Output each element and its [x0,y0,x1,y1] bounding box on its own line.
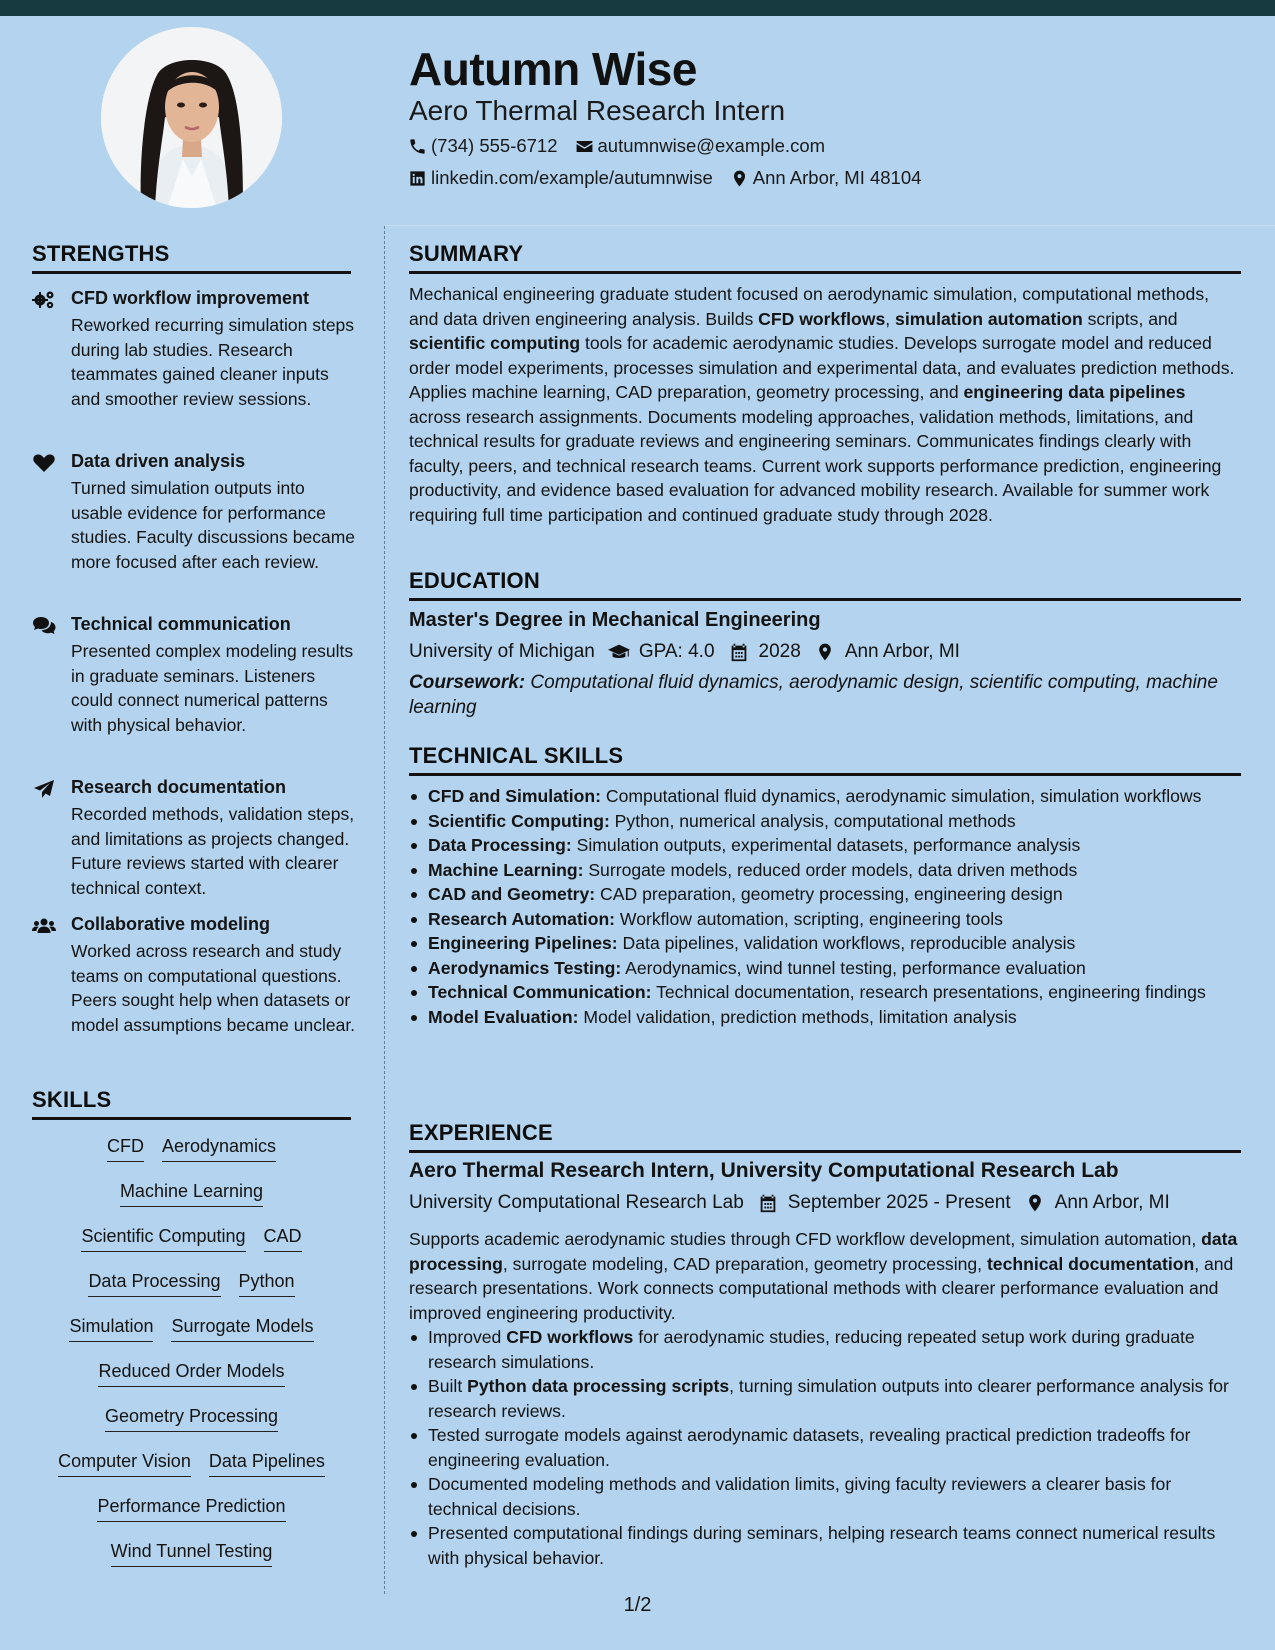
bold-text: Engineering Pipelines: [428,933,618,953]
strength-title: CFD workflow improvement [71,288,310,308]
skill-pill: Machine Learning [120,1181,263,1207]
experience-intro [409,1227,1241,1325]
skill-pill: Wind Tunnel Testing [111,1541,273,1567]
list-item [409,784,1241,809]
education-location-text: Ann Arbor, MI [844,641,960,662]
list-item [409,1472,1241,1521]
profile-photo-image [101,27,282,208]
skill-pill: Data Processing [88,1271,220,1297]
phone-icon [408,137,427,156]
list-item [409,809,1241,834]
skill-row [32,1271,351,1297]
list-item [409,882,1241,907]
heart-icon [32,453,56,473]
column-divider [384,226,385,1594]
text-segment: Workflow automation, scripting, engineering tools [615,908,1003,929]
skill-pill: Reduced Order Models [98,1361,284,1387]
skill-row [32,1406,351,1432]
summary-heading: SUMMARY [409,241,1241,274]
list-item [409,980,1241,1005]
bold-text: data processing [409,1229,1238,1274]
email-text: autumnwise@example.com [597,135,826,156]
gpa-text: GPA: 4.0 [638,641,715,662]
education-meta [409,641,973,663]
text-segment: CAD preparation, geometry processing, engineering design [595,884,1063,904]
email-contact[interactable] [575,135,826,157]
bold-text: Model Evaluation: [428,1006,579,1027]
linkedin-text: linkedin.com/example/autumnwise [431,167,713,188]
text-segment: Technical documentation, research presentations, engineering findings [651,982,1206,1002]
text-segment: Improved [428,1327,507,1347]
bold-text: Research Automation: [428,908,616,929]
bold-text: CFD workflows [506,1327,634,1347]
skill-pill: Geometry Processing [105,1406,278,1432]
skill-row [32,1136,351,1162]
skill-pill: Aerodynamics [162,1136,276,1162]
graduation-year [728,641,801,663]
linkedin-icon [408,169,427,188]
contact-row-2 [408,167,938,189]
text-segment: Built [428,1376,468,1396]
list-item [409,907,1241,932]
skill-pill: Scientific Computing [81,1226,245,1252]
job-location-text: Ann Arbor, MI [1054,1192,1170,1213]
skill-pill: Computer Vision [58,1451,191,1477]
strength-desc: Reworked recurring simulation steps during lab studies. Research teammates gained cleaner inputs and smoother review sessions. [71,315,355,409]
text-segment: , and research presentations. Work connects computational methods with clearer performance evaluation and improved engineering productivity. [409,1253,1234,1323]
text-segment: Documented modeling methods and validation limits, giving faculty reviewers a clearer basis for technical decisions. [428,1474,1172,1519]
bold-text: CFD workflows [758,308,886,329]
skill-pill: CAD [264,1226,302,1252]
coursework-label: Coursework: [409,672,526,693]
bold-text: simulation automation [895,308,1083,329]
skill-row [32,1181,351,1207]
text-segment: Tested surrogate models against aerodynamic datasets, revealing practical prediction tradeoffs for engineering evaluation. [428,1425,1191,1470]
envelope-icon [575,137,594,156]
strengths-heading: STRENGTHS [32,241,351,274]
candidate-role: Aero Thermal Research Intern [409,95,786,126]
job-title: Aero Thermal Research Intern, University Computational Research Lab [409,1159,1119,1182]
text-segment: for aerodynamic studies, reducing repeated setup work during graduate research simulations. [428,1327,1195,1372]
job-location [1024,1192,1170,1214]
text-segment: Python, numerical analysis, computational methods [609,810,1016,831]
calendar-icon [757,1193,779,1213]
experience-heading: EXPERIENCE [409,1120,1241,1153]
skill-pill: Data Pipelines [209,1451,325,1477]
skill-pill: Surrogate Models [171,1316,313,1342]
strength-desc: Recorded methods, validation steps, and limitations as projects changed. Future reviews started with clearer technical context. [71,804,355,898]
bold-text: scientific computing [409,333,581,353]
skill-pill: Python [239,1271,295,1297]
comments-icon [32,616,56,636]
school-name: University of Michigan [409,641,595,662]
skill-row [32,1496,351,1522]
bold-text: Machine Learning: [428,859,584,880]
strength-desc: Turned simulation outputs into usable evidence for performance studies. Faculty discussions became more focused after each review. [71,478,356,572]
bold-text: Technical Communication: [428,982,652,1002]
degree-title: Master's Degree in Mechanical Engineering [409,609,821,631]
coursework-text: Computational fluid dynamics, aerodynamic design, scientific computing, machine learning [409,672,1218,718]
skill-row [32,1316,351,1342]
strength-desc: Worked across research and study teams on computational questions. Peers sought help when datasets or model assumptions became unclear. [71,941,356,1035]
organization: University Computational Research Lab [409,1192,744,1213]
skill-row [32,1541,351,1567]
strength-title: Technical communication [71,614,291,634]
text-segment: scripts, and [1082,308,1178,329]
skill-row [32,1451,351,1477]
page-number: 1/2 [623,1594,652,1616]
bold-text: CFD and Simulation: [428,786,601,806]
bold-text: Aerodynamics Testing: [428,957,622,978]
map-marker-icon [814,642,836,662]
bold-text: engineering data pipelines [963,382,1186,402]
gpa [608,641,715,663]
map-marker-icon [1024,1193,1046,1213]
skill-pill: Simulation [69,1316,153,1342]
text-segment: Data pipelines, validation workflows, reproducible analysis [617,933,1076,953]
text-segment: , turning simulation outputs into clearer performance analysis for research reviews. [428,1376,1229,1421]
users-icon [32,916,56,936]
linkedin-contact[interactable] [408,167,713,189]
list-item [409,858,1241,883]
map-marker-icon [730,169,749,188]
skill-row [32,1226,351,1252]
text-segment: across research assignments. Documents modeling approaches, validation methods, limitations, and technical results for graduate reviews and engineering seminars. Communicates findings clearly with faculty, peers, and technical research teams. Current work supports performance prediction, engineering productivity, and evidence based evaluation for advanced mobility research. Available for summer work requiring full time participation and continued graduate study through 2028. [409,406,1222,525]
calendar-icon [728,642,750,662]
text-segment: Model validation, prediction methods, limitation analysis [578,1006,1017,1027]
bold-text: technical documentation [986,1253,1195,1274]
candidate-name: Autumn Wise [409,43,697,95]
text-segment: tools for academic aerodynamic studies. Develops surrogate model and reduced order model experiments, processes simulation and experimental data, and evaluates prediction methods. Applies machine learning, CAD preparation, geometry processing, and [409,333,1235,402]
skills-heading: SKILLS [32,1087,351,1120]
experience-bullets [409,1325,1241,1570]
text-segment: Mechanical engineering graduate student focused on aerodynamic simulation, computational methods, and data driven engineering analysis. Builds [409,284,1210,329]
location-contact [730,167,922,189]
phone-text: (734) 555-6712 [431,135,558,156]
top-bar [0,0,1275,16]
list-item [409,1374,1241,1423]
text-segment: , [885,308,896,329]
graduation-year-text: 2028 [758,641,801,662]
strength-title: Data driven analysis [71,451,246,471]
text-segment: , surrogate modeling, CAD preparation, geometry processing, [502,1253,987,1274]
bold-text: Scientific Computing: [428,810,610,831]
skill-row [32,1361,351,1387]
text-segment: Surrogate models, reduced order models, data driven methods [583,859,1078,880]
text-segment: Supports academic aerodynamic studies through CFD workflow development, simulation automation, [409,1229,1202,1249]
profile-photo [101,27,282,208]
list-item [409,1521,1241,1570]
text-segment: Presented computational findings during seminars, helping research teams connect numerical results with physical behavior. [428,1523,1216,1568]
technical-skills-list [409,784,1241,1029]
bold-text: CAD and Geometry: [428,884,596,904]
skill-pill: CFD [107,1136,144,1162]
education-location [814,641,960,663]
summary-text [409,282,1241,527]
location-text: Ann Arbor, MI 48104 [752,167,922,188]
bold-text: Python data processing scripts [467,1376,730,1396]
list-item [409,1423,1241,1472]
header-divider [385,225,1275,226]
list-item [409,931,1241,956]
strength-title: Research documentation [71,777,287,797]
list-item [409,1325,1241,1374]
education-heading: EDUCATION [409,568,1241,601]
bold-text: Data Processing: [428,835,572,855]
strength-desc: Presented complex modeling results in graduate seminars. Listeners could connect numerical patterns with physical behavior. [71,641,354,735]
paper-plane-icon [32,779,56,799]
graduation-cap-icon [608,642,630,662]
text-segment: Computational fluid dynamics, aerodynamic simulation, simulation workflows [601,786,1202,806]
list-item [409,1005,1241,1030]
text-segment: Aerodynamics, wind tunnel testing, performance evaluation [621,957,1086,978]
experience-meta [409,1192,1183,1214]
gears-icon [32,290,56,310]
contact-row-1 [408,135,842,157]
job-dates [757,1192,1011,1214]
skill-pill: Performance Prediction [97,1496,285,1522]
job-dates-text: September 2025 - Present [787,1192,1011,1213]
list-item [409,833,1241,858]
phone-contact[interactable] [408,135,558,157]
strength-title: Collaborative modeling [71,914,271,934]
coursework [409,671,1241,720]
text-segment: Simulation outputs, experimental datasets, performance analysis [571,835,1081,855]
list-item [409,956,1241,981]
technical-skills-heading: TECHNICAL SKILLS [409,743,1241,776]
